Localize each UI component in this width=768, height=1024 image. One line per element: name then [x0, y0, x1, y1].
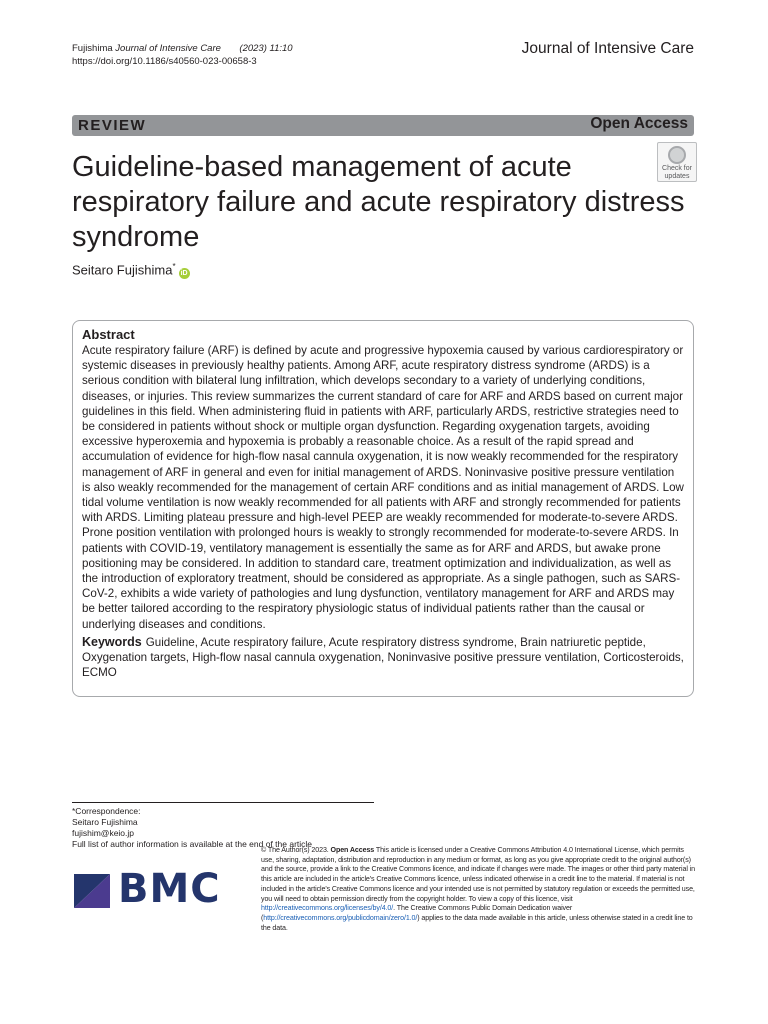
header-journal: Journal of Intensive Care: [115, 43, 221, 54]
license-text-2: . The Creative Commons Public Domain Dedication waiver (: [261, 904, 573, 922]
check-updates-line2: updates: [664, 173, 690, 180]
license-link-zero[interactable]: http://creativecommons.org/publicdomain/zero/1.0/: [263, 913, 418, 922]
article-type-banner: [72, 115, 694, 136]
corresponding-marker: *: [172, 262, 176, 271]
keywords: [82, 635, 685, 681]
license-statement: [261, 846, 697, 933]
correspondence-email[interactable]: fujishim@keio.jp: [72, 828, 135, 838]
footnote-divider: [72, 802, 374, 803]
correspondence-name: Seitaro Fujishima: [72, 817, 138, 827]
bmc-logo-mark-icon: [74, 874, 110, 908]
correspondence-block: [72, 806, 312, 850]
keywords-label: Keywords: [82, 634, 142, 649]
check-updates-line1: Check for: [662, 165, 692, 172]
header-doi-link[interactable]: https://doi.org/10.1186/s40560-023-00658-3: [72, 56, 257, 67]
check-for-updates-button[interactable]: [657, 142, 697, 182]
open-access-label: Open Access: [590, 115, 688, 132]
license-text-3: ) applies to the data made available in this article, unless otherwise stated in a credit line to the data.: [261, 913, 693, 932]
license-copyright: © The Author(s) 2023.: [261, 846, 329, 854]
header-author: Fujishima: [72, 43, 113, 54]
orcid-icon[interactable]: iD: [180, 270, 188, 278]
bmc-logo-text: BMC: [118, 866, 221, 912]
article-title: Guideline-based management of acute respiratory failure and acute respiratory distress syndrome: [72, 151, 685, 253]
license-link-by[interactable]: http://creativecommons.org/licenses/by/4.0/: [261, 904, 394, 913]
header-year-volume: (2023) 11:10: [239, 43, 293, 54]
abstract-heading: Abstract: [82, 327, 135, 342]
license-open-access: Open Access: [330, 846, 375, 854]
abstract-text: Acute respiratory failure (ARF) is defined by acute and progressive hypoxemia caused by various cardiorespiratory or systemic diseases in previously healthy patients. Among ARF, acute respiratory distress syndrome (ARDS) is a serious condition with bilateral lung infiltration, which develops secondary to a variety of underlying conditions, diseases, or injuries. This review summarizes the current standard of care for ARF and ARDS based on current major guidelines in this field. When administering fluid in patients with ARF, particularly ARDS, restrictive strategies need to be considered in patients without shock or multiple organ dysfunction. Regarding oxygenation targets, avoiding excessive hyperoxemia and hypoxemia is probably a reasonable choice. As a result of the rapid spread and accumulation of evidence for high-flow nasal cannula oxygenation, it is now weakly recommended for the respiratory management of ARF in general and even for initial management of ARDS. Noninvasive positive pressure ventilation is also weakly recommended for the management of certain ARF conditions and as initial management of ARDS. Low tidal volume ventilation is now weakly recommended for all patients with ARF and strongly recommended for patients with ARDS. Limiting plateau pressure and high-level PEEP are weakly recommended for moderate-to-severe ARDS. Prone position ventilation with prolonged hours is weakly to strongly recommended for moderate-to-severe ARDS. In patients with COVID-19, ventilatory management is essentially the same as for ARF and ARDS, but awake prone positioning may be considered. In addition to standard care, treatment optimization and individualization, as well as the introduction of exploratory treatment, should be considered as appropriate. As a single pathogen, such as SARS-CoV-2, exhibits a wide variety of pathologies and lung dysfunction, ventilatory management for ARF and ARDS may be better tailored according to the respiratory physiologic status of individual patients rather than the causal or underlying diseases and conditions.: [82, 344, 684, 631]
license-text-1: This article is licensed under a Creative Commons Attribution 4.0 International License, which permits use, sharing, adaptation, distribution and reproduction in any medium or format, as long as you give appropriate credit to the original author(s) and the source, provide a link to the Creative Commons licence, and indicate if changes were made. The images or other third party material in this article are included in the article's Creative Commons licence, unless indicated otherwise in a credit line to the material. If material is not included in the article's Creative Commons licence and your intended use is not permitted by statutory regulation or exceeds the permitted use, you will need to obtain permission directly from the copyright holder. To view a copy of this licence, visit: [261, 846, 695, 903]
check-updates-icon: [668, 146, 686, 164]
article-type-label: REVIEW: [78, 117, 147, 134]
author-line: [72, 262, 190, 279]
journal-name: Journal of Intensive Care: [521, 40, 694, 57]
abstract-box: [72, 320, 694, 697]
correspondence-label: *Correspondence:: [72, 806, 141, 816]
affiliation-note: Full list of author information is available at the end of the article: [72, 839, 313, 849]
running-header: [72, 42, 293, 68]
author-name: Seitaro Fujishima: [72, 262, 173, 278]
keywords-list: Guideline, Acute respiratory failure, Acute respiratory distress syndrome, Brain natriuretic peptide, Oxygenation targets, High-flow nasal cannula oxygenation, Noninvasive positive pressure ventilation, Corticosteroids, ECMO: [82, 635, 684, 680]
